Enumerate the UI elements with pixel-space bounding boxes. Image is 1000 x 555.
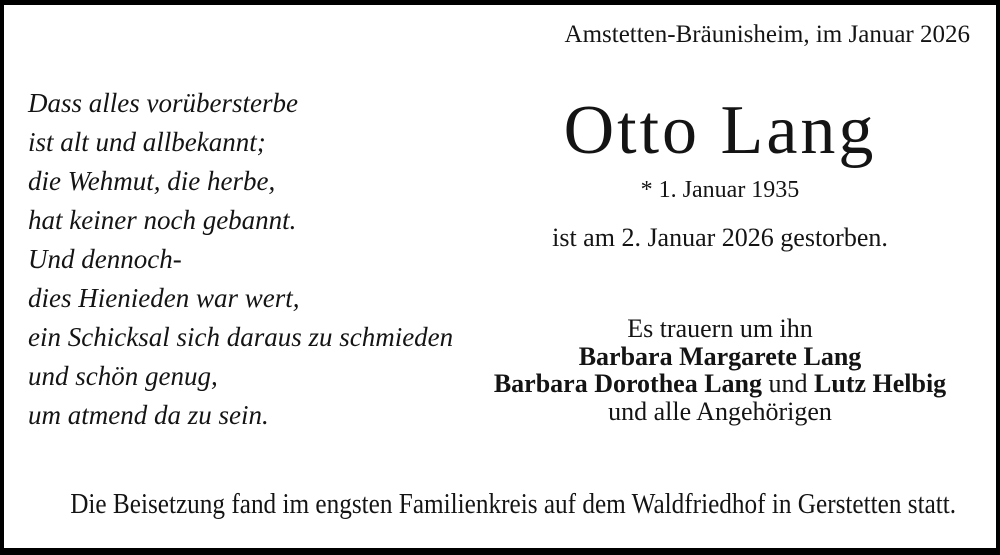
poem-line: Dass alles vorübersterbe	[28, 88, 298, 118]
mourners-relatives: und alle Angehörigen	[608, 396, 832, 426]
poem-line: ein Schicksal sich daraus zu schmieden	[28, 322, 454, 352]
death-date-line: ist am 2. Januar 2026 gestorben.	[552, 223, 888, 252]
poem-line: dies Hienieden war wert,	[28, 283, 300, 313]
mourner-line-2	[440, 370, 1000, 398]
mourners-intro: Es trauern um ihn	[627, 314, 813, 343]
poem-line: Und dennoch-	[28, 244, 182, 274]
mourner-name-2: Barbara Dorothea Lang	[493, 369, 763, 398]
poem-line: die Wehmut, die herbe,	[28, 166, 276, 196]
burial-notice-text: Die Beisetzung fand im engsten Familienkreis auf dem Waldfriedhof in Gerstetten statt.	[70, 488, 957, 520]
poem-line: um atmend da zu sein.	[28, 400, 269, 430]
burial-notice	[4, 488, 996, 521]
mourners-block	[440, 315, 1000, 425]
poem-line: hat keiner noch gebannt.	[28, 205, 297, 235]
birth-date-line: * 1. Januar 1935	[640, 177, 800, 203]
mourner-separator: und	[762, 369, 815, 398]
poem-line: und schön genug,	[28, 361, 218, 391]
poem	[28, 84, 453, 435]
dateline: Amstetten-Bräunisheim, im Januar 2026	[564, 21, 970, 48]
mourner-name-1: Barbara Margarete Lang	[578, 341, 862, 371]
poem-line: ist alt und allbekannt;	[28, 127, 266, 157]
mourner-name-3: Lutz Helbig	[814, 369, 947, 398]
deceased-name: Otto Lang	[563, 92, 877, 169]
